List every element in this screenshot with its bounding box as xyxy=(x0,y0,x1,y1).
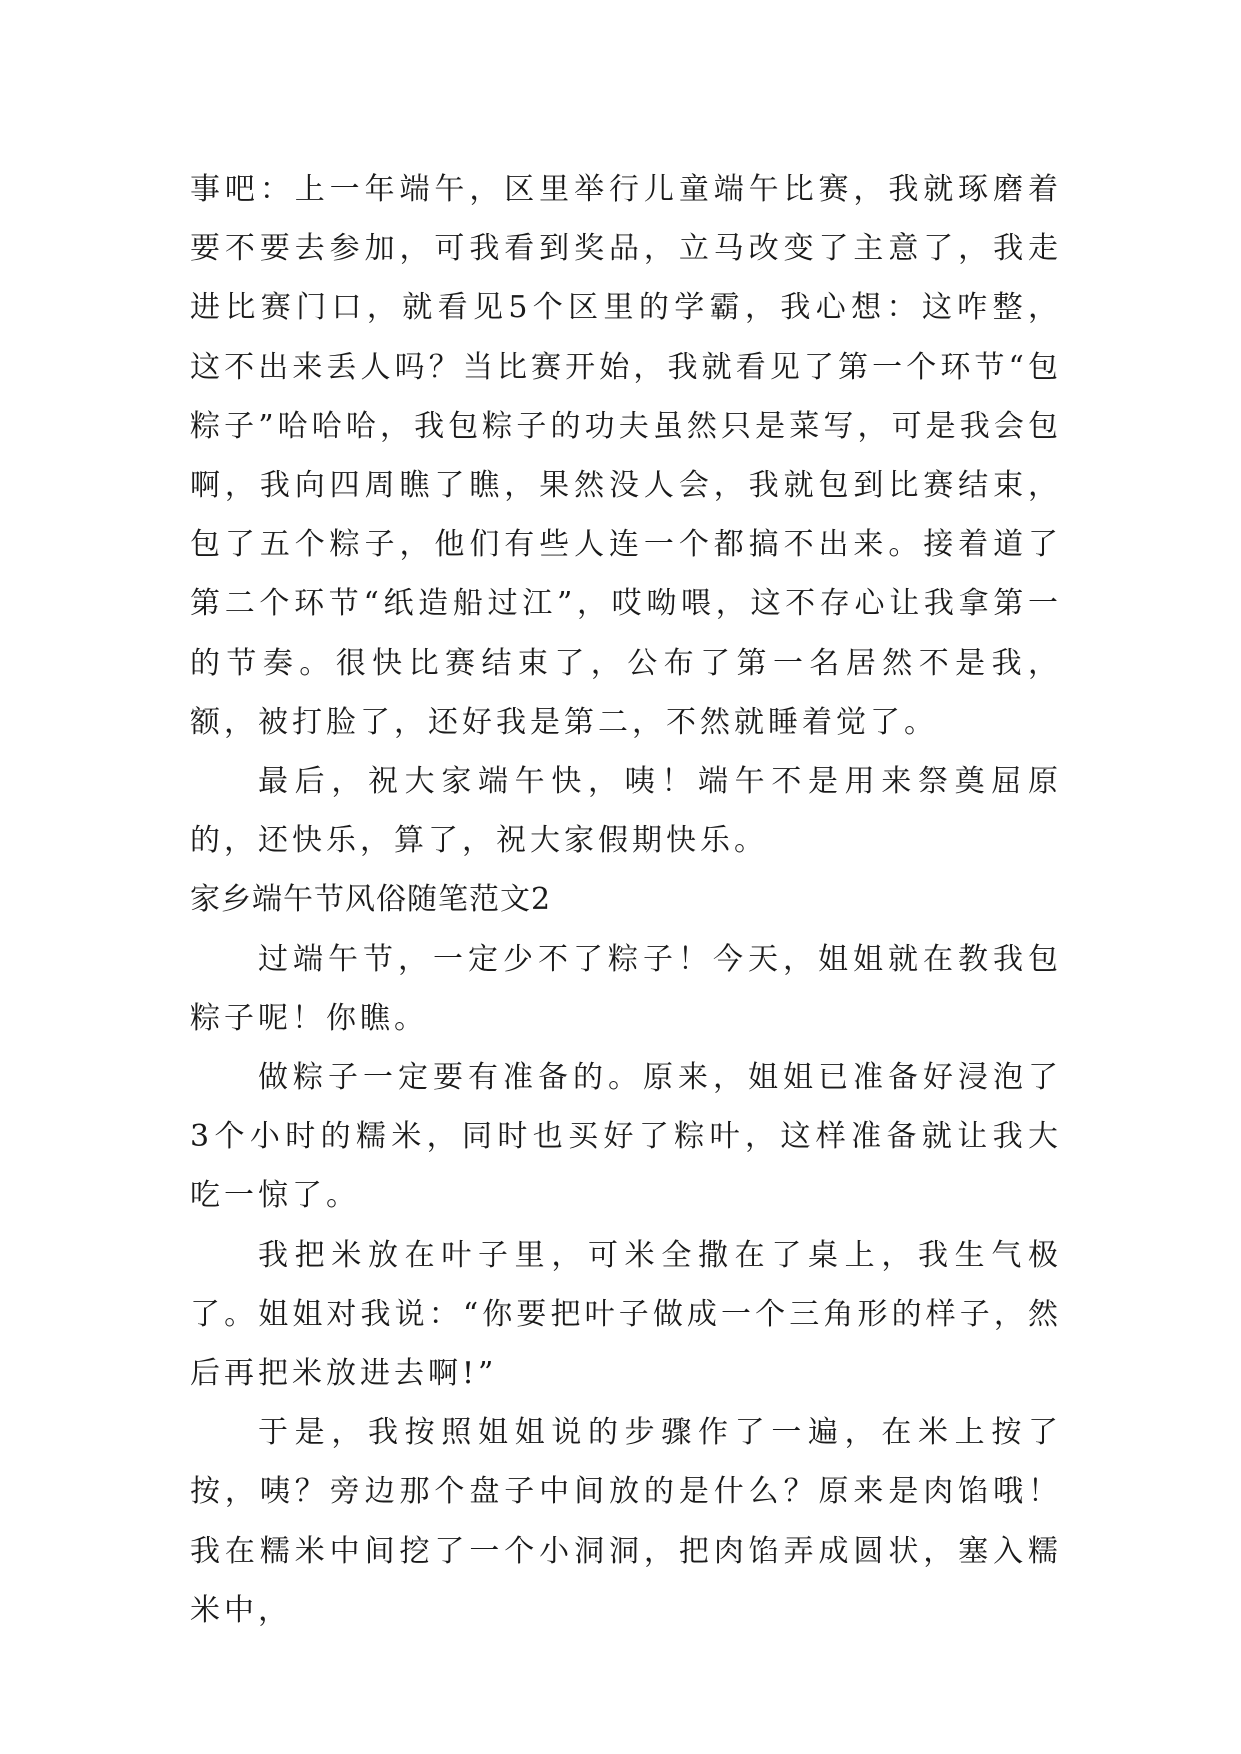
paragraph-intro: 过端午节，一定少不了粽子！今天，姐姐就在教我包粽子呢！你瞧。 xyxy=(190,941,1062,1036)
section-heading: 家乡端午节风俗随笔范文2 xyxy=(190,882,552,918)
paragraph-steps: 于是，我按照姐姐说的步骤作了一遍，在米上按了按，咦？旁边那个盘子中间放的是什么？原来是肉馅哦！我在糯米中间挖了一个小洞洞，把肉馅弄成圆状，塞入糯米中， xyxy=(190,1415,1062,1628)
paragraph-closing-wishes: 最后，祝大家端午快，咦！端午不是用来祭奠屈原的，还快乐，算了，祝大家假期快乐。 xyxy=(190,764,1062,859)
paragraph-first-attempt: 我把米放在叶子里，可米全撒在了桌上，我生气极了。姐姐对我说：“你要把叶子做成一个三角形的样子，然后再把米放进去啊!” xyxy=(190,1237,1062,1392)
document-body xyxy=(190,160,1062,1640)
paragraph-preparation: 做粽子一定要有准备的。原来，姐姐已准备好浸泡了3个小时的糯米，同时也买好了粽叶，这样准备就让我大吃一惊了。 xyxy=(190,1060,1062,1214)
paragraph-competition: 事吧：上一年端午，区里举行儿童端午比赛，我就琢磨着要不要去参加，可我看到奖品，立马改变了主意了，我走进比赛门口，就看见5个区里的学霸，我心想：这咋整，这不出来丢人吗？当比赛开始，我就看见了第一个环节“包粽子”哈哈哈，我包粽子的功夫虽然只是菜写，可是我会包啊，我向四周瞧了瞧，果然没人会，我就包到比赛结束，包了五个粽子，他们有些人连一个都搞不出来。接着道了第二个环节“纸造船过江”，哎呦喂，这不存心让我拿第一的节奏。很快比赛结束了，公布了第一名居然不是我，额，被打脸了，还好我是第二，不然就睡着觉了。 xyxy=(190,172,1062,740)
